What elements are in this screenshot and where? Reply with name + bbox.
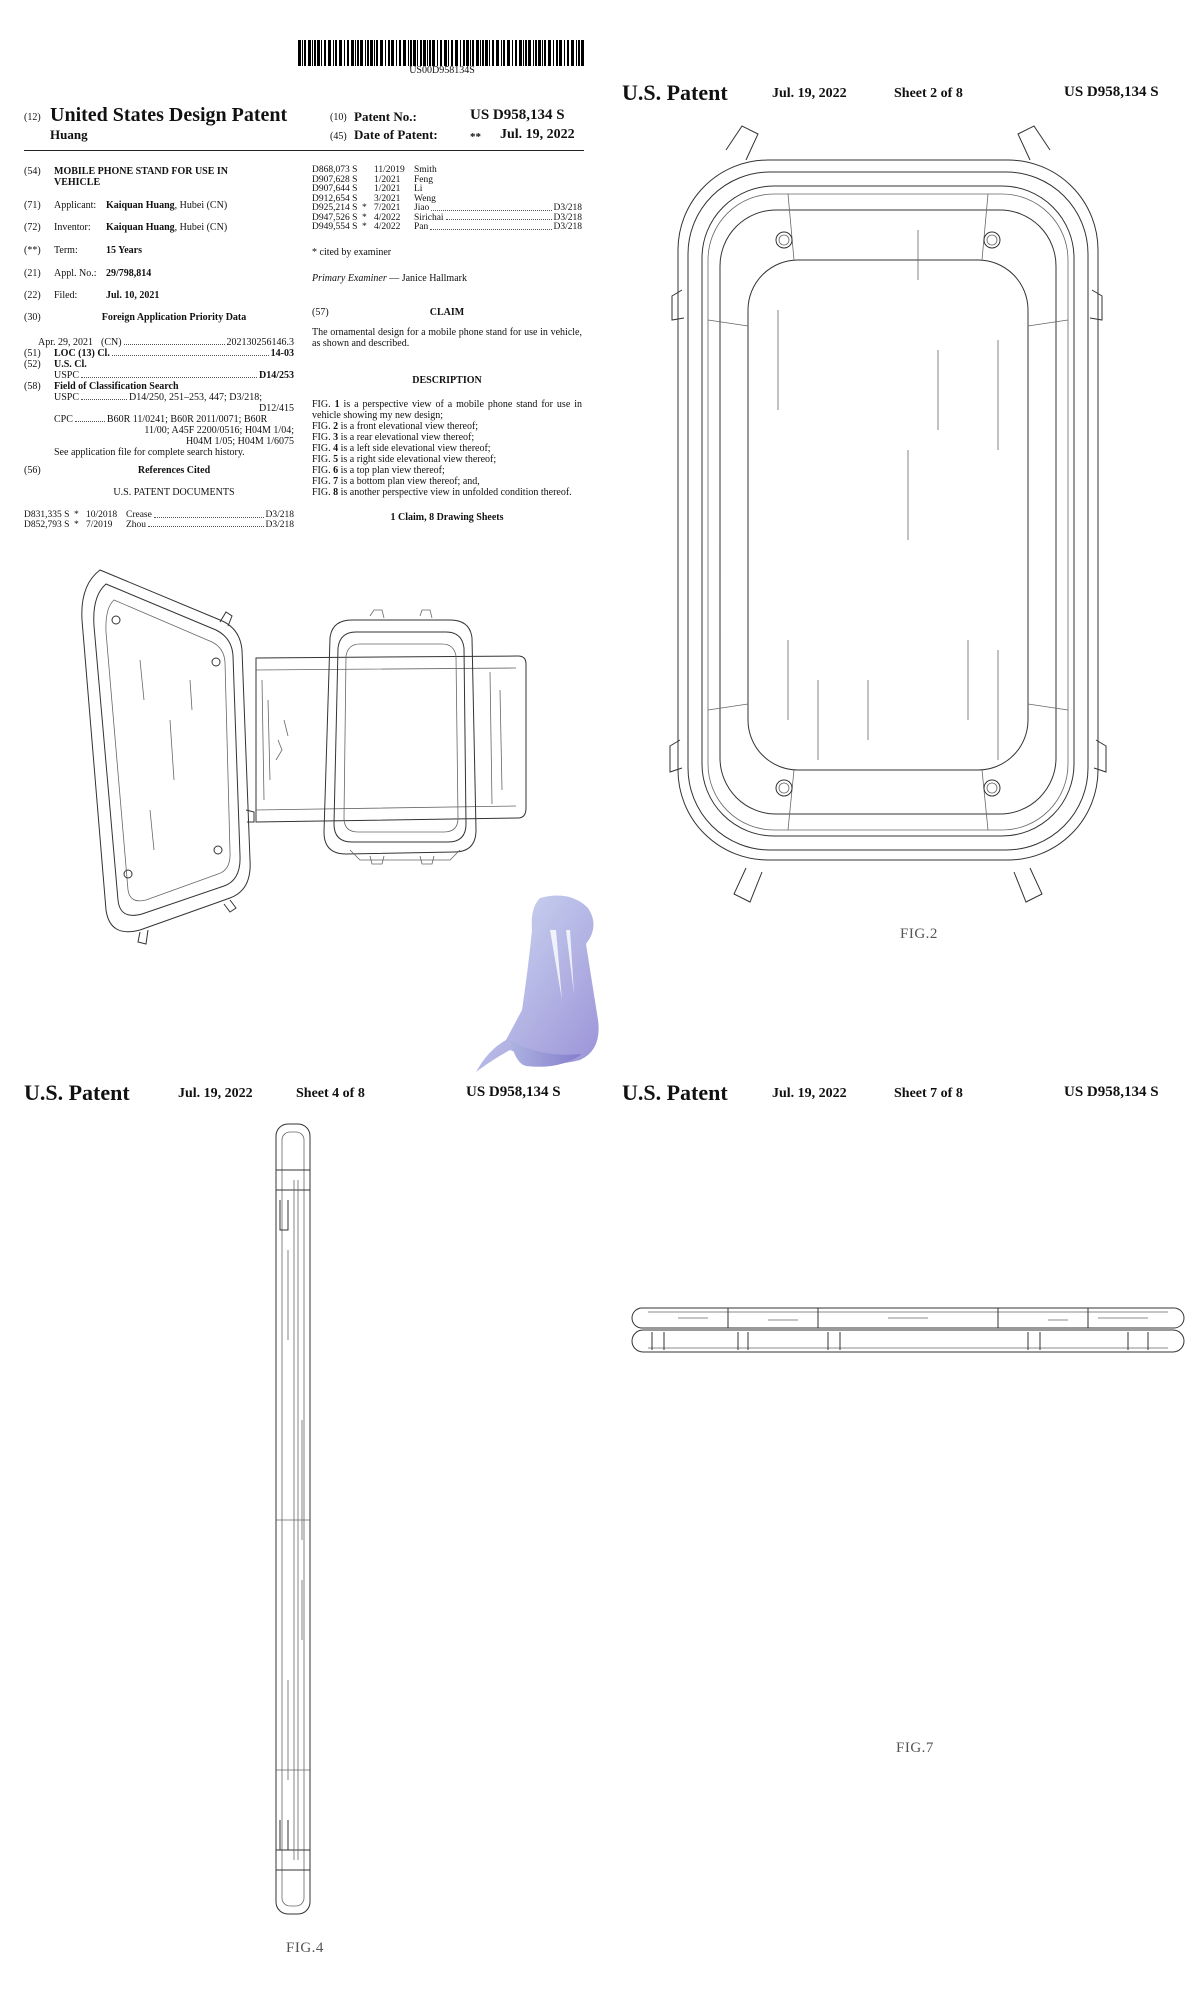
barcode-bar: [351, 40, 354, 66]
description-n: 3: [333, 431, 339, 443]
barcode-bar: [463, 40, 465, 66]
patent-no-num: (10): [330, 112, 347, 123]
claim-text: The ornamental design for a mobile phone stand for use in vehicle, as shown and described.: [312, 326, 582, 349]
barcode-bar: [460, 40, 461, 66]
description-list: [312, 399, 582, 498]
date-of-patent: Jul. 19, 2022: [500, 127, 575, 142]
barcode-bar: [523, 40, 524, 66]
reference-name: Sirichai: [414, 212, 444, 223]
field-num: (21): [24, 268, 41, 279]
search-uspc-row: [24, 392, 294, 403]
description-pre: FIG.: [312, 453, 334, 465]
description-n: 1: [334, 398, 340, 410]
barcode-bar: [444, 40, 447, 66]
reference-no: D907,628 S: [312, 174, 358, 185]
loc-label: LOC (13) Cl.: [54, 348, 110, 359]
description-pre: FIG.: [312, 486, 334, 498]
search-cpc-label: CPC: [54, 414, 73, 425]
reference-name: Pan: [414, 222, 429, 232]
barcode-bar: [501, 40, 502, 66]
uspc-label: USPC: [54, 370, 80, 381]
reference-name: Zhou: [126, 519, 147, 530]
sheet-patent-number: US D958,134 S: [466, 1084, 561, 1100]
sheet-date: Jul. 19, 2022: [772, 1086, 847, 1101]
description-item: [312, 454, 582, 465]
loc-value: 14-03: [270, 348, 294, 359]
barcode-bar: [451, 40, 453, 66]
barcode-bar: [333, 40, 334, 66]
barcode-bar: [564, 40, 565, 66]
field-num: (58): [24, 381, 41, 392]
sheet-2: [600, 0, 1200, 1080]
term-value: 15 Years: [106, 245, 143, 256]
reference-row: [24, 521, 294, 531]
field-title: [24, 166, 294, 188]
reference-date: 1/2021: [374, 184, 401, 194]
search-uspc-value-2: D12/415: [259, 403, 294, 414]
search-note: See application file for complete search history.: [54, 447, 245, 458]
priority-row: [24, 336, 294, 348]
field-label: Applicant:: [54, 200, 97, 211]
barcode-bar: [403, 40, 406, 66]
examiner-row: [312, 273, 582, 307]
loc-row: [24, 348, 294, 359]
barcode-bar: [357, 40, 359, 66]
field-num: (51): [24, 348, 41, 359]
refs-heading-row: [24, 465, 294, 487]
sheet-brand: U.S. Patent: [622, 1080, 728, 1105]
barcode-bar: [335, 40, 337, 66]
reference-star: *: [362, 203, 367, 213]
barcode-bar: [396, 40, 397, 66]
description-post: is a front elevational view thereof;: [338, 420, 479, 432]
invention-title: MOBILE PHONE STAND FOR USE IN VEHICLE: [54, 166, 229, 188]
cited-note: * cited by examiner: [312, 246, 392, 258]
reference-no: D925,214 S: [312, 203, 358, 213]
claim-heading: CLAIM: [429, 306, 465, 318]
field-applicant: [24, 200, 294, 222]
priority-country: (CN): [101, 337, 122, 348]
barcode-bar: [314, 40, 316, 66]
reference-star: *: [74, 510, 79, 520]
fig2-caption: FIG.2: [900, 926, 938, 942]
description-pre: FIG.: [312, 420, 334, 432]
barcode-bar: [344, 40, 345, 66]
barcode-bar: [370, 40, 373, 66]
barcode-bar: [321, 40, 322, 66]
reference-date: 11/2019: [374, 165, 405, 175]
reference-date: 1/2021: [374, 174, 401, 185]
barcode-bar: [544, 40, 546, 66]
sheet-date: Jul. 19, 2022: [772, 86, 847, 101]
field-num: (52): [24, 359, 41, 370]
barcode-bar: [528, 40, 531, 66]
barcode-bar: [413, 40, 416, 66]
field-num: (54): [24, 166, 41, 177]
reference-name: Weng: [414, 193, 436, 204]
refs-left-list: [24, 511, 294, 530]
description-item: [312, 443, 582, 454]
inventor-short: Huang: [50, 127, 88, 142]
description-n: 7: [333, 475, 339, 487]
patent-number: US D958,134 S: [470, 107, 565, 123]
sheet-7: [600, 1080, 1200, 2000]
description-post: is another perspective view in unfolded condition thereof.: [338, 486, 572, 498]
reference-name: Li: [414, 184, 423, 194]
reference-name: Crease: [126, 510, 152, 520]
fig1-perspective-drawing: [70, 560, 530, 960]
refs-heading: References Cited: [137, 465, 211, 476]
inventor-location: , Hubei (CN): [174, 222, 228, 233]
field-search-row: [24, 381, 294, 392]
barcode-bar: [525, 40, 527, 66]
search-uspc-label: USPC: [54, 392, 80, 403]
sheet-number: Sheet 4 of 8: [296, 1086, 365, 1101]
priority-heading-row: [24, 312, 294, 328]
reference-date: 7/2021: [374, 203, 401, 213]
reference-name: Feng: [414, 174, 433, 185]
barcode-bar: [302, 40, 303, 66]
right-column: [312, 166, 582, 523]
search-cpc-value-2: 11/00; A45F 2200/0516; H04M 1/04;: [144, 425, 294, 436]
reference-name: Jiao: [414, 203, 430, 213]
examiner-label: Primary Examiner: [312, 272, 387, 284]
barcode-bar: [376, 40, 378, 66]
reference-date: 7/2019: [86, 519, 113, 530]
document-type: United States Design Patent: [50, 104, 288, 126]
fig4-left-side-elevation: [268, 1120, 318, 1920]
barcode-bar: [399, 40, 401, 66]
priority-heading: Foreign Application Priority Data: [101, 312, 247, 323]
barcode-bar: [317, 40, 320, 66]
barcode-bar: [512, 40, 513, 66]
reference-date: 4/2022: [374, 212, 401, 223]
barcode-bar: [365, 40, 366, 66]
description-item: [312, 432, 582, 443]
filed-date: Jul. 10, 2021: [106, 290, 160, 301]
reference-star: *: [362, 212, 367, 223]
barcode-bar: [535, 40, 537, 66]
barcode-bar: [485, 40, 488, 66]
walrus-logo-icon: [470, 890, 620, 1080]
barcode-bar: [553, 40, 554, 66]
kind-number: (12): [24, 112, 41, 123]
barcode-bar: [492, 40, 494, 66]
field-search-label: Field of Classification Search: [54, 381, 179, 392]
field-num: (**): [24, 245, 41, 256]
barcode-bar: [304, 40, 306, 66]
description-item: [312, 487, 582, 498]
description-post: is a bottom plan view thereof; and,: [338, 475, 480, 487]
fig2-front-elevation: [668, 120, 1108, 910]
uspc-row: [24, 370, 294, 381]
field-label: Appl. No.:: [54, 268, 97, 279]
field-num: (71): [24, 200, 41, 211]
barcode-bar: [482, 40, 484, 66]
barcode-bar: [420, 40, 422, 66]
description-pre: FIG.: [312, 442, 334, 454]
field-label: Term:: [54, 245, 78, 256]
barcode-bar: [533, 40, 534, 66]
barcode-bar: [339, 40, 342, 66]
sheet-brand: U.S. Patent: [622, 80, 728, 105]
barcode-bar: [355, 40, 356, 66]
reference-star: *: [362, 222, 367, 232]
barcode-bar: [328, 40, 331, 66]
description-item: [312, 399, 582, 421]
uspc-value: D14/253: [259, 370, 294, 381]
barcode: [298, 40, 584, 66]
search-cpc-value-3: H04M 1/05; H04M 1/6075: [185, 436, 294, 447]
refs-subheading: U.S. PATENT DOCUMENTS: [113, 487, 235, 498]
barcode-bar: [312, 40, 313, 66]
description-post: is a left side elevational view thereof;: [338, 442, 491, 454]
barcode-bar: [571, 40, 574, 66]
barcode-bar: [410, 40, 412, 66]
reference-no: D912,654 S: [312, 193, 358, 204]
description-pre: FIG.: [312, 464, 334, 476]
search-cpc-row: [24, 414, 294, 425]
barcode-bar: [496, 40, 499, 66]
barcode-text: US00D958134S: [409, 65, 475, 76]
barcode-bar: [578, 40, 580, 66]
reference-cls: D3/218: [553, 212, 582, 223]
barcode-bar: [385, 40, 386, 66]
reference-cls: D3/218: [553, 203, 582, 213]
barcode-bar: [432, 40, 435, 66]
barcode-bar: [556, 40, 558, 66]
barcode-bar: [503, 40, 505, 66]
barcode-bar: [388, 40, 390, 66]
sheet-patent-number: US D958,134 S: [1064, 1084, 1159, 1100]
reference-no: D949,554 S: [312, 222, 358, 232]
claim-num: (57): [312, 306, 329, 318]
field-filed: [24, 290, 294, 312]
barcode-bar: [437, 40, 438, 66]
description-item: [312, 476, 582, 487]
description-n: 2: [333, 420, 339, 432]
field-num: (30): [24, 312, 41, 323]
reference-no: D907,644 S: [312, 184, 358, 194]
barcode-bar: [374, 40, 375, 66]
barcode-bar: [347, 40, 349, 66]
reference-date: 4/2022: [374, 222, 401, 232]
barcode-bar: [324, 40, 326, 66]
description-pre: FIG.: [312, 398, 335, 410]
appl-number: 29/798,814: [106, 268, 152, 279]
reference-no: D831,335 S: [24, 510, 70, 520]
field-num: (72): [24, 222, 41, 233]
barcode-bar: [427, 40, 428, 66]
reference-no: D852,793 S: [24, 519, 70, 530]
field-label: Filed:: [54, 290, 78, 301]
date-stars: **: [470, 131, 481, 143]
date-num: (45): [330, 131, 347, 142]
applicant-name: Kaiquan Huang: [106, 200, 175, 211]
barcode-bar: [507, 40, 510, 66]
reference-name: Smith: [414, 165, 437, 175]
sheet-brand: U.S. Patent: [24, 1080, 130, 1105]
description-n: 8: [333, 486, 339, 498]
barcode-bar: [466, 40, 469, 66]
search-uspc-value: D14/250, 251–253, 447; D3/218;: [129, 392, 263, 403]
description-post: is a perspective view of a mobile phone stand for use in vehicle showing my new design;: [312, 398, 582, 421]
description-post: is a right side elevational view thereof;: [338, 453, 497, 465]
barcode-bar: [380, 40, 383, 66]
uscl-row: [24, 359, 294, 370]
field-inventor: [24, 222, 294, 245]
barcode-bar: [519, 40, 522, 66]
description-post: is a rear elevational view thereof;: [338, 431, 475, 443]
barcode-bar: [455, 40, 458, 66]
fig7-caption: FIG.7: [896, 1740, 934, 1756]
header-rule: [24, 150, 584, 151]
barcode-bar: [548, 40, 551, 66]
description-pre: FIG.: [312, 475, 334, 487]
left-column: [24, 166, 294, 530]
barcode-bar: [448, 40, 449, 66]
barcode-bar: [476, 40, 479, 66]
barcode-bar: [472, 40, 474, 66]
reference-star: *: [74, 519, 79, 530]
sheet-number: Sheet 7 of 8: [894, 1086, 963, 1101]
barcode-bar: [567, 40, 569, 66]
description-n: 5: [333, 453, 339, 465]
description-item: [312, 465, 582, 476]
description-heading: DESCRIPTION: [412, 374, 482, 386]
barcode-bar: [391, 40, 394, 66]
barcode-bar: [423, 40, 426, 66]
reference-no: D868,073 S: [312, 165, 358, 175]
field-term: [24, 245, 294, 268]
barcode-bar: [542, 40, 543, 66]
description-n: 6: [333, 464, 339, 476]
reference-row: [312, 223, 582, 233]
description-item: [312, 421, 582, 432]
barcode-bar: [576, 40, 577, 66]
barcode-bar: [489, 40, 490, 66]
reference-cls: D3/218: [265, 519, 294, 530]
description-post: is a top plan view thereof;: [338, 464, 445, 476]
claim-heading-row: [312, 307, 582, 327]
barcode-bar: [440, 40, 442, 66]
date-label: Date of Patent:: [354, 127, 438, 142]
barcode-bar: [538, 40, 541, 66]
description-n: 4: [333, 442, 339, 454]
reference-date: 3/2021: [374, 193, 401, 204]
reference-cls: D3/218: [265, 510, 294, 520]
barcode-bar: [559, 40, 562, 66]
fig7-bottom-plan: [628, 1300, 1188, 1370]
barcode-bar: [515, 40, 517, 66]
barcode-bar: [298, 40, 301, 66]
fig4-caption: FIG.4: [286, 1940, 324, 1956]
barcode-bar: [429, 40, 431, 66]
barcode-bar: [367, 40, 369, 66]
reference-cls: D3/218: [553, 222, 582, 232]
sheet-date: Jul. 19, 2022: [178, 1086, 253, 1101]
priority-number: 202130256146.3: [226, 337, 294, 348]
barcode-bar: [408, 40, 409, 66]
examiner-name: — Janice Hallmark: [389, 272, 467, 284]
sheet-4: [0, 1080, 600, 2000]
priority-date: Apr. 29, 2021: [38, 337, 93, 348]
barcode-bar: [480, 40, 481, 66]
reference-date: 10/2018: [86, 510, 118, 520]
barcode-bar: [360, 40, 363, 66]
sheet-patent-number: US D958,134 S: [1064, 84, 1159, 100]
field-num: (22): [24, 290, 41, 301]
barcode-bar: [308, 40, 311, 66]
applicant-location: , Hubei (CN): [174, 200, 228, 211]
description-pre: FIG.: [312, 431, 334, 443]
inventor-name: Kaiquan Huang: [106, 222, 175, 233]
search-cpc-value: B60R 11/0241; B60R 2011/0071; B60R: [106, 414, 268, 425]
field-appl-no: [24, 268, 294, 290]
barcode-bar: [417, 40, 418, 66]
claims-summary: 1 Claim, 8 Drawing Sheets: [390, 511, 504, 523]
field-num: (56): [24, 465, 41, 476]
barcode-bar: [470, 40, 471, 66]
patent-no-label: Patent No.:: [354, 109, 417, 124]
refs-right-list: [312, 166, 582, 233]
uscl-label: U.S. Cl.: [54, 359, 87, 370]
reference-no: D947,526 S: [312, 212, 358, 223]
barcode-bar: [581, 40, 584, 66]
sheet-number: Sheet 2 of 8: [894, 86, 963, 101]
field-label: Inventor:: [54, 222, 91, 233]
